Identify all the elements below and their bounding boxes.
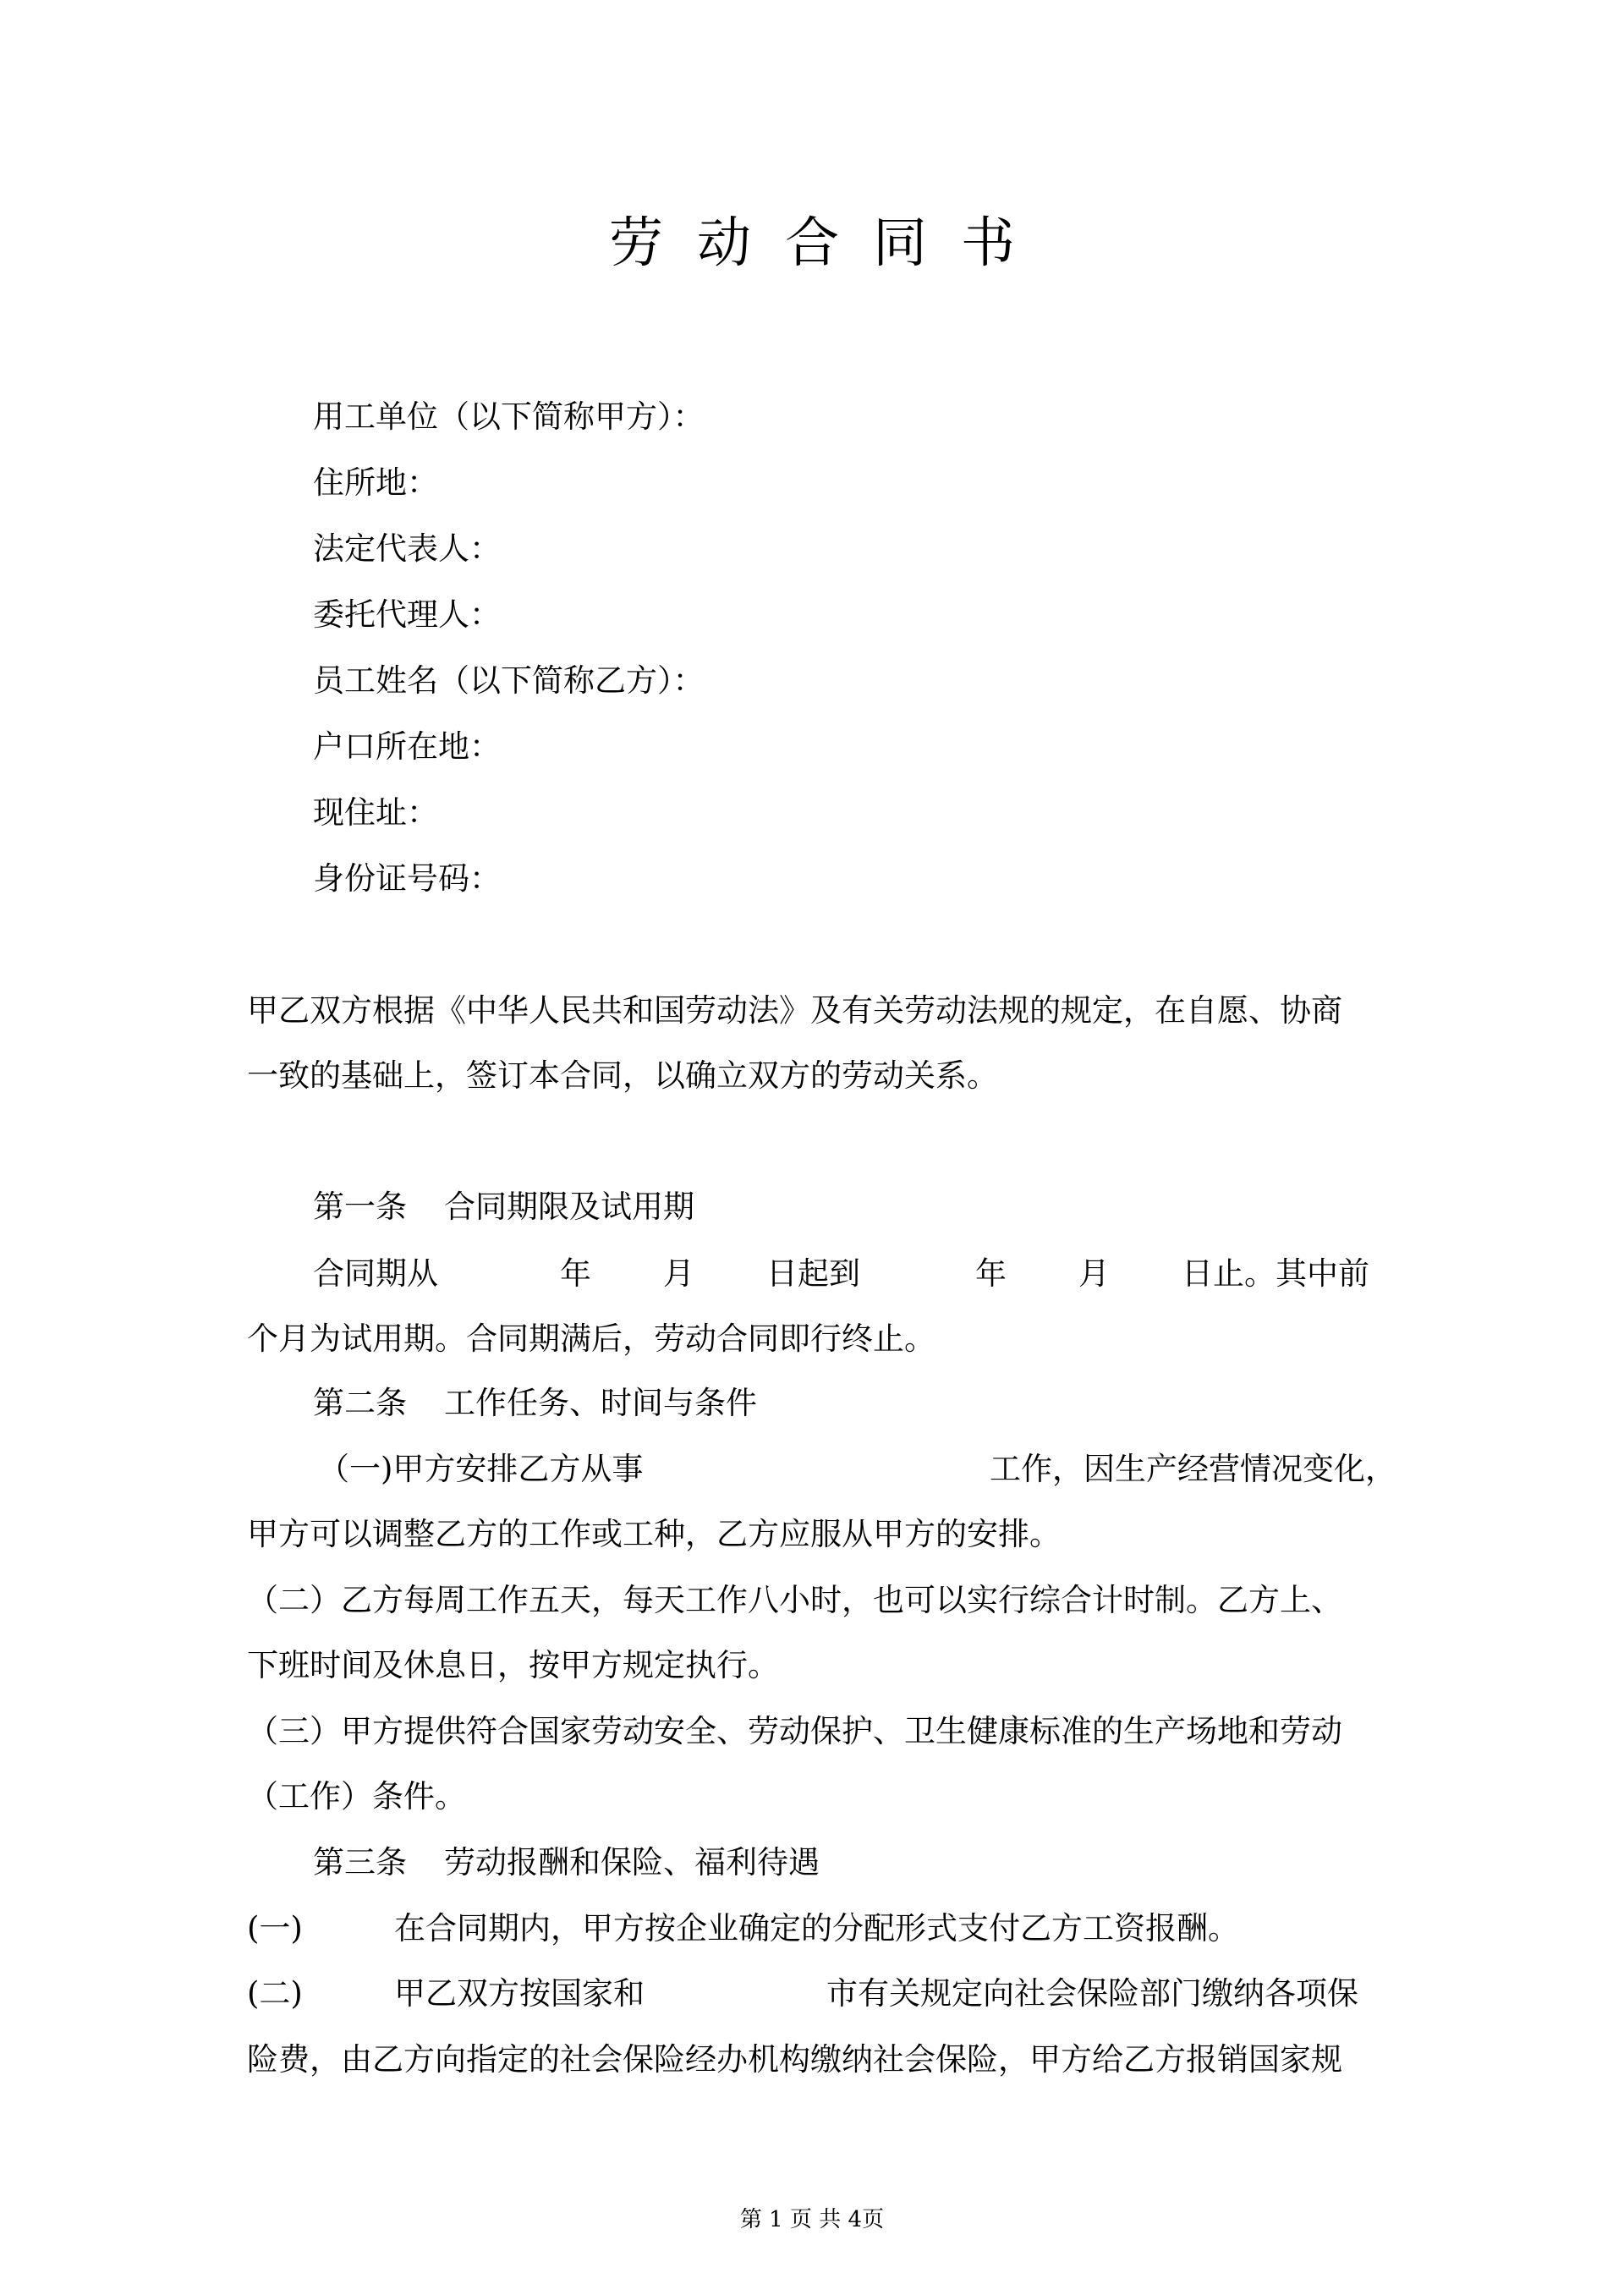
article-3-item-1-marker: (一): [247, 1910, 303, 1946]
article-1-number: 第一条: [313, 1189, 407, 1225]
article-2-item-1-line-2: 甲方可以调整乙方的工作或工种，乙方应服从甲方的安排。: [247, 1516, 1061, 1552]
end-day-label: 日止。其中前: [1182, 1255, 1369, 1292]
article-3-heading: [313, 1837, 820, 1882]
start-day-label: 日起到: [766, 1255, 860, 1292]
article-1-line-2: 个月为试用期。合同期满后，劳动合同即行终止。: [247, 1320, 935, 1357]
field-employee-name: 员工姓名（以下简称乙方）：: [313, 662, 705, 699]
document-title: 劳动合同书: [609, 212, 1049, 275]
article-2-item-2-line-2: 下班时间及休息日，按甲方规定执行。: [247, 1647, 779, 1683]
article-3-title: 劳动报酬和保险、福利待遇: [444, 1844, 820, 1880]
preamble-line-2: 一致的基础上，签订本合同，以确立双方的劳动关系。: [247, 1057, 998, 1094]
end-year-label: 年: [975, 1255, 1007, 1292]
article-3-item-2-part-b: 市有关规定向社会保险部门缴纳各项保: [826, 1975, 1358, 2012]
field-current-address: 现住址：: [313, 794, 438, 831]
article-2-item-3-line-1: （三）甲方提供符合国家劳动安全、劳动保护、卫生健康标准的生产场地和劳动: [247, 1713, 1342, 1749]
end-month-label: 月: [1078, 1255, 1110, 1292]
article-2-title: 工作任务、时间与条件: [444, 1385, 757, 1421]
article-1-title: 合同期限及试用期: [444, 1189, 694, 1225]
article-2-item-1-part-a: （一)甲方安排乙方从事: [318, 1451, 644, 1487]
field-employer: 用工单位（以下简称甲方）：: [313, 398, 705, 435]
article-2-item-2-line-1: （二）乙方每周工作五天，每天工作八小时，也可以实行综合计时制。乙方上、: [247, 1582, 1342, 1618]
field-id-number: 身份证号码：: [313, 860, 501, 897]
field-legal-rep: 法定代表人：: [313, 530, 501, 567]
field-household-reg: 户口所在地：: [313, 728, 501, 765]
article-3-number: 第三条: [313, 1844, 407, 1880]
article-2-heading: [313, 1377, 757, 1423]
article-1-heading: [313, 1181, 694, 1227]
article-3-item-1-text: 在合同期内，甲方按企业确定的分配形式支付乙方工资报酬。: [394, 1910, 1239, 1946]
start-year-label: 年: [560, 1255, 591, 1292]
article-2-number: 第二条: [313, 1385, 407, 1421]
article-3-item-2-marker: (二): [247, 1975, 303, 2012]
page-footer: 第 1 页 共 4页: [739, 2207, 885, 2232]
article-2-item-3-line-2: （工作）条件。: [247, 1778, 466, 1815]
article-3-item-2-part-a: 甲乙双方按国家和: [394, 1975, 645, 2012]
start-month-label: 月: [663, 1255, 694, 1292]
field-agent: 委托代理人：: [313, 596, 501, 633]
article-3-item-2-line-2: 险费，由乙方向指定的社会保险经办机构缴纳社会保险，甲方给乙方报销国家规: [247, 2041, 1342, 2078]
article-2-item-1-part-b: 工作，因生产经营情况变化，: [990, 1451, 1396, 1487]
field-address: 住所地：: [313, 464, 438, 501]
preamble-line-1: 甲乙双方根据《中华人民共和国劳动法》及有关劳动法规的规定，在自愿、协商: [247, 992, 1342, 1029]
contract-period-from: 合同期从: [313, 1255, 438, 1292]
